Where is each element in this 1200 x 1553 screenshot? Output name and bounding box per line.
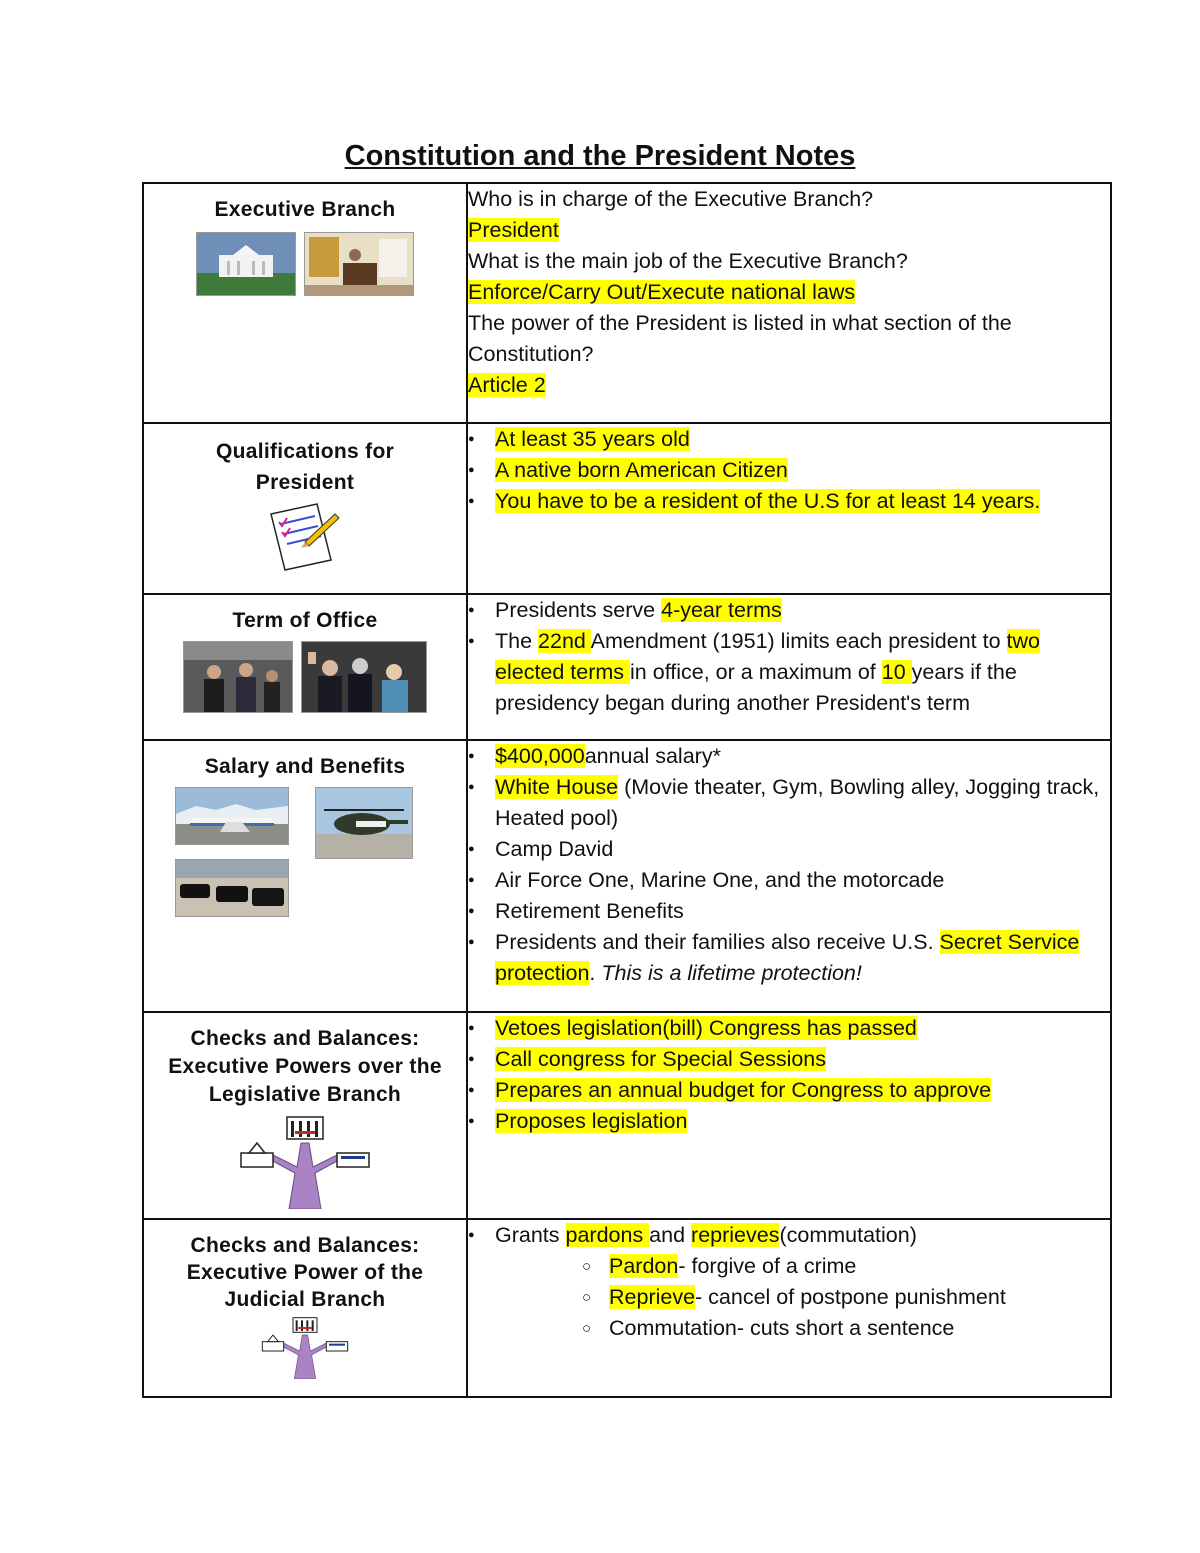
row-label: Checks and Balances: [190, 1027, 420, 1050]
legislative-checks-list [468, 1013, 1110, 1137]
list-item: ● At least 35 years old [468, 424, 1110, 455]
list-item: ● Retirement Benefits [468, 896, 1110, 927]
sub-list-item: ○ Pardon- forgive of a crime [582, 1251, 1110, 1282]
row-term-of-office [143, 594, 1111, 740]
content-cell [467, 423, 1111, 594]
row-qualifications [143, 423, 1111, 594]
label-cell [143, 423, 467, 594]
label-cell [143, 1012, 467, 1219]
row-label: Executive Branch [214, 198, 396, 221]
judicial-sub-list [468, 1251, 1110, 1344]
answer-text: Enforce/Carry Out/Execute national laws [468, 280, 856, 304]
list-item: ● Proposes legislation [468, 1106, 1110, 1137]
row-checks-legislative [143, 1012, 1111, 1219]
question-text: The power of the President is listed in what section of the [468, 311, 1012, 335]
air-force-one-photo [175, 787, 289, 845]
motorcade-photo [175, 859, 289, 917]
term-list [468, 595, 1110, 719]
notes-table [142, 182, 1112, 1398]
question-text: What is the main job of the Executive Branch? [468, 249, 908, 273]
sub-list-item: ○ Commutation- cuts short a sentence [582, 1313, 1110, 1344]
label-cell [143, 594, 467, 740]
marine-one-photo [315, 787, 413, 859]
sub-list-item: ○ Reprieve- cancel of postpone punishment [582, 1282, 1110, 1313]
row-label: Legislative Branch [208, 1083, 402, 1106]
row-label: Qualifications for [215, 440, 395, 463]
answer-text: Article 2 [468, 373, 546, 397]
list-item: ● $400,000annual salary* [468, 741, 1110, 772]
benefits-list [468, 741, 1110, 989]
question-text: Constitution? [468, 342, 594, 366]
list-item: ● White House (Movie theater, Gym, Bowling alley, Jogging track, Heated pool) [468, 772, 1110, 834]
list-item: ● Prepares an annual budget for Congress to approve [468, 1075, 1110, 1106]
row-label: Salary and Benefits [204, 755, 406, 778]
row-label: Term of Office [232, 609, 378, 632]
photo-group [144, 787, 466, 927]
label-cell [143, 1219, 467, 1397]
list-item: ● Air Force One, Marine One, and the motorcade [468, 865, 1110, 896]
content-cell [467, 1219, 1111, 1397]
row-label: Executive Power of the [186, 1261, 424, 1284]
list-item: ● Presidents serve 4-year terms [468, 595, 1110, 626]
row-label: President [255, 471, 355, 494]
list-item: ● You have to be a resident of the U.S for at least 14 years. [468, 486, 1110, 517]
branches-tree-clipart [239, 1113, 371, 1209]
row-label: Executive Powers over the [168, 1055, 442, 1078]
inauguration-photo [183, 641, 293, 713]
checklist-clipart [265, 500, 345, 572]
list-item: ● Call congress for Special Sessions [468, 1044, 1110, 1075]
list-item: ● A native born American Citizen [468, 455, 1110, 486]
content-cell [467, 740, 1111, 1012]
oval-office-photo [304, 232, 414, 296]
photo-group [144, 641, 466, 713]
content-cell [467, 594, 1111, 740]
row-label: Checks and Balances: [190, 1234, 420, 1257]
page-title: Constitution and the President Notes [344, 140, 856, 172]
question-text: Who is in charge of the Executive Branch? [468, 187, 874, 211]
row-executive-branch [143, 183, 1111, 423]
content-cell [467, 183, 1111, 423]
row-label: Judicial Branch [224, 1288, 386, 1311]
row-checks-judicial [143, 1219, 1111, 1397]
judicial-checks-list [468, 1220, 1110, 1251]
list-item: ● Grants pardons and reprieves(commutation) [468, 1220, 1110, 1251]
white-house-photo [196, 232, 296, 296]
list-item: ● Vetoes legislation(bill) Congress has passed [468, 1013, 1110, 1044]
branches-tree-clipart [257, 1315, 353, 1379]
list-item: ● The 22nd Amendment (1951) limits each president to two elected terms in office, or a maximum of 10 years if the presidency began during another President's term [468, 626, 1110, 719]
qualifications-list [468, 424, 1110, 517]
label-cell [143, 183, 467, 423]
answer-text: President [468, 218, 559, 242]
list-item: ● Camp David [468, 834, 1110, 865]
content-cell [467, 1012, 1111, 1219]
label-cell [143, 740, 467, 1012]
list-item: ● Presidents and their families also receive U.S. Secret Service protection. This is a lifetime protection! [468, 927, 1110, 989]
swearing-in-photo [301, 641, 427, 713]
row-salary-benefits [143, 740, 1111, 1012]
photo-group [144, 232, 466, 296]
